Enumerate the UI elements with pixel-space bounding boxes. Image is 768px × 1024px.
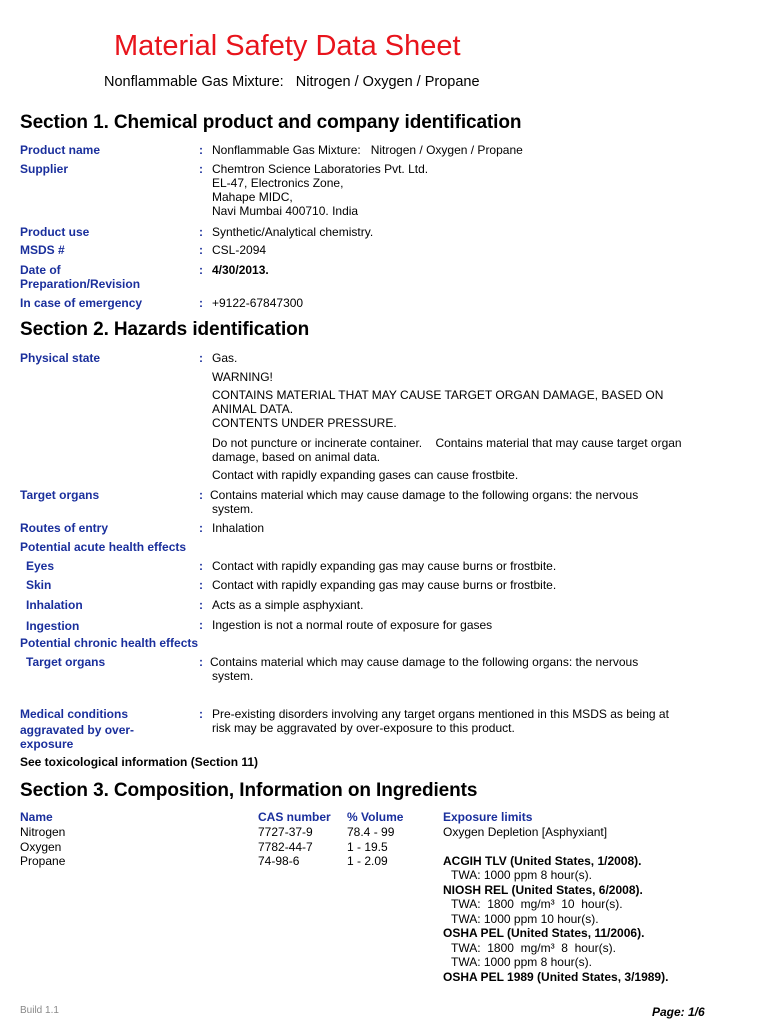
col-header-exposure: Exposure limits	[443, 810, 533, 824]
colon: :	[199, 559, 203, 573]
physical-state-label: Physical state	[20, 351, 101, 365]
exposure-twa: TWA: 1000 ppm 8 hour(s).	[451, 868, 592, 882]
ingestion-value: Ingestion is not a normal route of exposure for gases	[212, 618, 493, 632]
ingredient-cas-cell	[258, 825, 313, 869]
product-name-value: Nonflammable Gas Mixture: Nitrogen / Oxygen / Propane	[212, 143, 523, 157]
colon: :	[199, 521, 203, 535]
date-label-line: Date of	[20, 263, 61, 277]
colon: :	[199, 618, 203, 632]
medical-conditions-label	[20, 707, 134, 751]
colon: :	[199, 578, 203, 592]
exposure-twa: TWA: 1000 ppm 8 hour(s).	[451, 955, 592, 969]
exposure-limits-cell	[443, 825, 668, 984]
supplier-line: EL-47, Electronics Zone,	[212, 176, 344, 190]
date-label	[20, 263, 140, 291]
see-toxicological-note: See toxicological information (Section 11)	[20, 755, 259, 769]
skin-value: Contact with rapidly expanding gas may cause burns or frostbite.	[212, 578, 557, 592]
page-number: Page: 1/6	[652, 1005, 705, 1019]
hazard-line: Contact with rapidly expanding gases can cause frostbite.	[212, 468, 519, 482]
exposure-osha-1989: OSHA PEL 1989 (United States, 3/1989).	[443, 969, 669, 984]
ingredient-name: Oxygen	[20, 839, 62, 854]
colon: :	[199, 162, 203, 176]
exposure-osha: OSHA PEL (United States, 11/2006).	[443, 926, 645, 940]
emergency-label: In case of emergency	[20, 296, 143, 310]
colon: :	[199, 351, 203, 365]
hazard-line: CONTENTS UNDER PRESSURE.	[212, 416, 397, 430]
msds-label: MSDS #	[20, 243, 65, 257]
product-name-label: Product name	[20, 143, 101, 157]
chronic-target-line: Contains material which may cause damage to the following organs: the nervous	[210, 655, 639, 669]
colon: :	[199, 225, 203, 239]
medical-line: Pre-existing disorders involving any target organs mentioned in this MSDS as being at	[212, 707, 669, 721]
routes-value: Inhalation	[212, 521, 265, 535]
supplier-line: Mahape MIDC,	[212, 190, 293, 204]
supplier-line: Navi Mumbai 400710. India	[212, 204, 359, 218]
colon: :	[199, 655, 203, 669]
date-value: 4/30/2013.	[212, 263, 269, 277]
ingestion-label: Ingestion	[26, 619, 80, 633]
col-header-cas: CAS number	[258, 810, 331, 824]
medical-label-line: exposure	[20, 737, 74, 751]
supplier-line: Chemtron Science Laboratories Pvt. Ltd.	[212, 162, 429, 176]
supplier-label: Supplier	[20, 162, 69, 176]
exposure-acgih: ACGIH TLV (United States, 1/2008).	[443, 853, 642, 868]
ingredient-volume: 78.4 - 99	[347, 825, 395, 839]
ingredient-cas: 7727-37-9	[258, 825, 313, 839]
ingredient-name-cell	[20, 825, 65, 869]
hazard-line: WARNING!	[212, 370, 273, 384]
chronic-target-label: Target organs	[26, 655, 106, 669]
section-2-heading: Section 2. Hazards identification	[20, 319, 310, 340]
exposure-twa: TWA: 1800 mg/m³ 8 hour(s).	[451, 940, 616, 955]
section-3-heading: Section 3. Composition, Information on Ingredients	[20, 780, 478, 801]
date-label-line: Preparation/Revision	[20, 277, 141, 291]
medical-label-line: Medical conditions	[20, 707, 129, 721]
section-1-heading: Section 1. Chemical product and company identification	[20, 112, 522, 133]
product-use-label: Product use	[20, 225, 90, 239]
hazard-line: CONTAINS MATERIAL THAT MAY CAUSE TARGET ORGAN DAMAGE, BASED ON	[212, 388, 664, 402]
build-version: Build 1.1	[20, 1005, 59, 1016]
inhalation-label: Inhalation	[26, 598, 83, 612]
document-title: Material Safety Data Sheet	[114, 30, 461, 62]
medical-conditions-value	[212, 707, 712, 735]
colon: :	[199, 598, 203, 612]
routes-label: Routes of entry	[20, 521, 109, 535]
exposure-niosh: NIOSH REL (United States, 6/2008).	[443, 882, 643, 897]
chronic-effects-heading: Potential chronic health effects	[20, 636, 199, 650]
colon: :	[199, 296, 203, 310]
product-subtitle: Nonflammable Gas Mixture: Nitrogen / Oxygen / Propane	[104, 74, 480, 90]
chronic-target-line: system.	[212, 669, 254, 683]
hazard-line: ANIMAL DATA.	[212, 402, 294, 416]
target-organs-line: Contains material which may cause damage to the following organs: the nervous	[210, 488, 639, 502]
exposure-oxygen-depletion: Oxygen Depletion [Asphyxiant]	[443, 825, 608, 839]
exposure-twa: TWA: 1800 mg/m³ 10 hour(s).	[451, 897, 623, 911]
ingredient-name: Propane	[20, 854, 66, 868]
col-header-name: Name	[20, 810, 53, 824]
colon: :	[199, 243, 203, 257]
chronic-target-value	[210, 655, 710, 683]
eyes-value: Contact with rapidly expanding gas may cause burns or frostbite.	[212, 559, 557, 573]
colon: :	[199, 263, 203, 277]
supplier-value	[212, 162, 712, 218]
ingredient-volume-cell	[347, 825, 394, 869]
col-header-volume: % Volume	[347, 810, 404, 824]
msds-value: CSL-2094	[212, 243, 267, 257]
medical-line: risk may be aggravated by over-exposure to this product.	[212, 721, 515, 735]
product-use-value: Synthetic/Analytical chemistry.	[212, 225, 374, 239]
physical-state-value	[212, 351, 712, 482]
hazard-line: Gas.	[212, 351, 238, 365]
target-organs-line: system.	[212, 502, 254, 516]
medical-label-line: aggravated by over-	[20, 723, 135, 737]
colon: :	[199, 488, 203, 502]
acute-effects-heading: Potential acute health effects	[20, 540, 187, 554]
hazard-line: damage, based on animal data.	[212, 450, 381, 464]
target-organs-value	[210, 488, 710, 516]
target-organs-label: Target organs	[20, 488, 100, 502]
exposure-twa: TWA: 1000 ppm 10 hour(s).	[451, 911, 599, 926]
ingredient-cas: 7782-44-7	[258, 839, 313, 854]
ingredient-name: Nitrogen	[20, 825, 66, 839]
emergency-value: +9122-67847300	[212, 296, 304, 310]
skin-label: Skin	[26, 578, 52, 592]
eyes-label: Eyes	[26, 559, 55, 573]
inhalation-value: Acts as a simple asphyxiant.	[212, 598, 364, 612]
colon: :	[199, 707, 203, 721]
ingredient-volume: 1 - 19.5	[347, 839, 388, 854]
ingredient-volume: 1 - 2.09	[347, 854, 388, 868]
hazard-line: Do not puncture or incinerate container. Contains material that may cause target organ	[212, 436, 682, 450]
ingredient-cas: 74-98-6	[258, 854, 300, 868]
colon: :	[199, 143, 203, 157]
